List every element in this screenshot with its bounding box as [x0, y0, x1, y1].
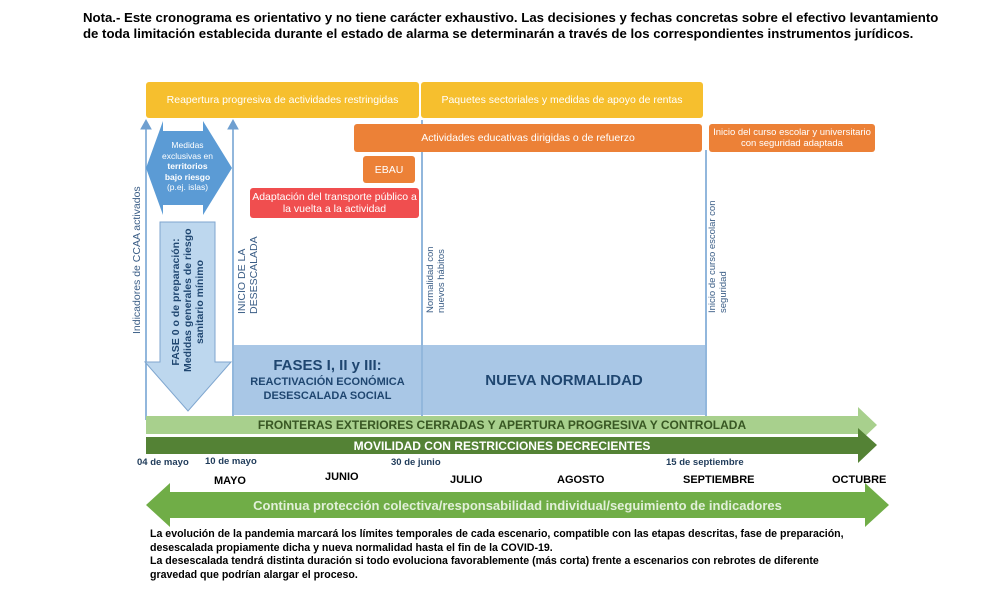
- date-15-septiembre: 15 de septiembre: [666, 457, 744, 468]
- month-octubre: OCTUBRE: [832, 474, 887, 486]
- date-04-mayo: 04 de mayo: [137, 457, 189, 468]
- curso-vertical-label: [707, 201, 729, 313]
- inicio-desescalada-line1: INICIO DE LA: [236, 248, 248, 314]
- curso-line2: seguridad: [718, 271, 729, 313]
- footer-p1: La evolución de la pandemia marcará los límites temporales de cada escenario, compatible con las etapas descritas, fase de preparación, desescalada propiamente dicha y nueva normalidad hasta el fin de la COVID-19.: [150, 528, 844, 554]
- medidas-line2: exclusivas en: [161, 150, 214, 161]
- fases-block: [234, 345, 421, 415]
- ebau-box: EBAU: [363, 156, 415, 183]
- month-agosto: AGOSTO: [557, 474, 605, 486]
- fase0-text: [170, 228, 206, 372]
- month-julio: JULIO: [450, 474, 483, 486]
- date-30-junio: 30 de junio: [391, 457, 441, 468]
- normalidad-label: [425, 246, 447, 313]
- medidas-line5: (p.ej. islas): [166, 182, 209, 192]
- educativas-box: Actividades educativas dirigidas o de refuerzo: [354, 124, 702, 152]
- footer-p2: La desescalada tendrá distinta duración si todo evoluciona favorablemente (más corta) frente a escenarios con rebrotes de diferente gravedad que podrían alargar el proceso.: [150, 555, 819, 581]
- fases-title: FASES I, II y III:: [273, 357, 382, 374]
- inicio-desescalada-line2: DESESCALADA: [248, 236, 260, 314]
- curso-box: Inicio del curso escolar y universitario con seguridad adaptada: [709, 124, 875, 152]
- inicio-desescalada-label: [236, 236, 260, 314]
- month-mayo: MAYO: [214, 475, 246, 487]
- medidas-line4: bajo riesgo: [164, 171, 211, 182]
- vline-ccaa-arrow: [141, 120, 151, 129]
- month-septiembre: SEPTIEMBRE: [683, 474, 755, 486]
- fronteras-band: FRONTERAS EXTERIORES CERRADAS Y APERTURA PROGRESIVA Y CONTROLADA: [257, 418, 747, 432]
- medidas-line1: Medidas: [171, 140, 204, 150]
- fases-sub1: REACTIVACIÓN ECONÓMICA: [250, 376, 405, 388]
- paquetes-box: Paquetes sectoriales y medidas de apoyo de rentas: [421, 82, 703, 118]
- note-text: Nota.- Este cronograma es orientativo y no tiene carácter exhaustivo. Las decisiones y fechas concretas sobre el efectivo levantamiento de toda limitación establecida durante el estado de alarma se determinarán a través de los correspondientes instrumentos jurídicos.: [83, 10, 939, 41]
- nueva-normalidad-block: NUEVA NORMALIDAD: [423, 345, 705, 415]
- fase0-line3: sanitario mínimo: [194, 260, 206, 345]
- fases-sub2: DESESCALADA SOCIAL: [263, 390, 392, 402]
- movilidad-band: MOVILIDAD CON RESTRICCIONES DECRECIENTES: [353, 438, 651, 453]
- reapertura-box: Reapertura progresiva de actividades restringidas: [146, 82, 419, 118]
- date-10-mayo: 10 de mayo: [205, 456, 257, 467]
- medidas-text: [160, 140, 215, 193]
- footer-text: [150, 528, 850, 582]
- medidas-line3: territorios: [167, 161, 208, 171]
- fase0-line2: Medidas generales de riesgo: [182, 228, 194, 372]
- normalidad-line1: Normalidad con: [425, 246, 436, 313]
- continua-band: Continua protección colectiva/responsabilidad individual/seguimiento de indicadores: [253, 497, 782, 513]
- fase0-line1: FASE 0 o de preparación:: [170, 238, 182, 366]
- ccaa-label: Indicadores de CCAA activados: [131, 186, 143, 334]
- curso-line1: Inicio de curso escolar con: [707, 200, 718, 313]
- month-junio: JUNIO: [325, 471, 359, 483]
- vline-desescalada-arrow: [228, 120, 238, 129]
- transporte-box: Adaptación del transporte público a la vuelta a la actividad: [250, 188, 419, 218]
- normalidad-line2: nuevos hábitos: [436, 249, 447, 313]
